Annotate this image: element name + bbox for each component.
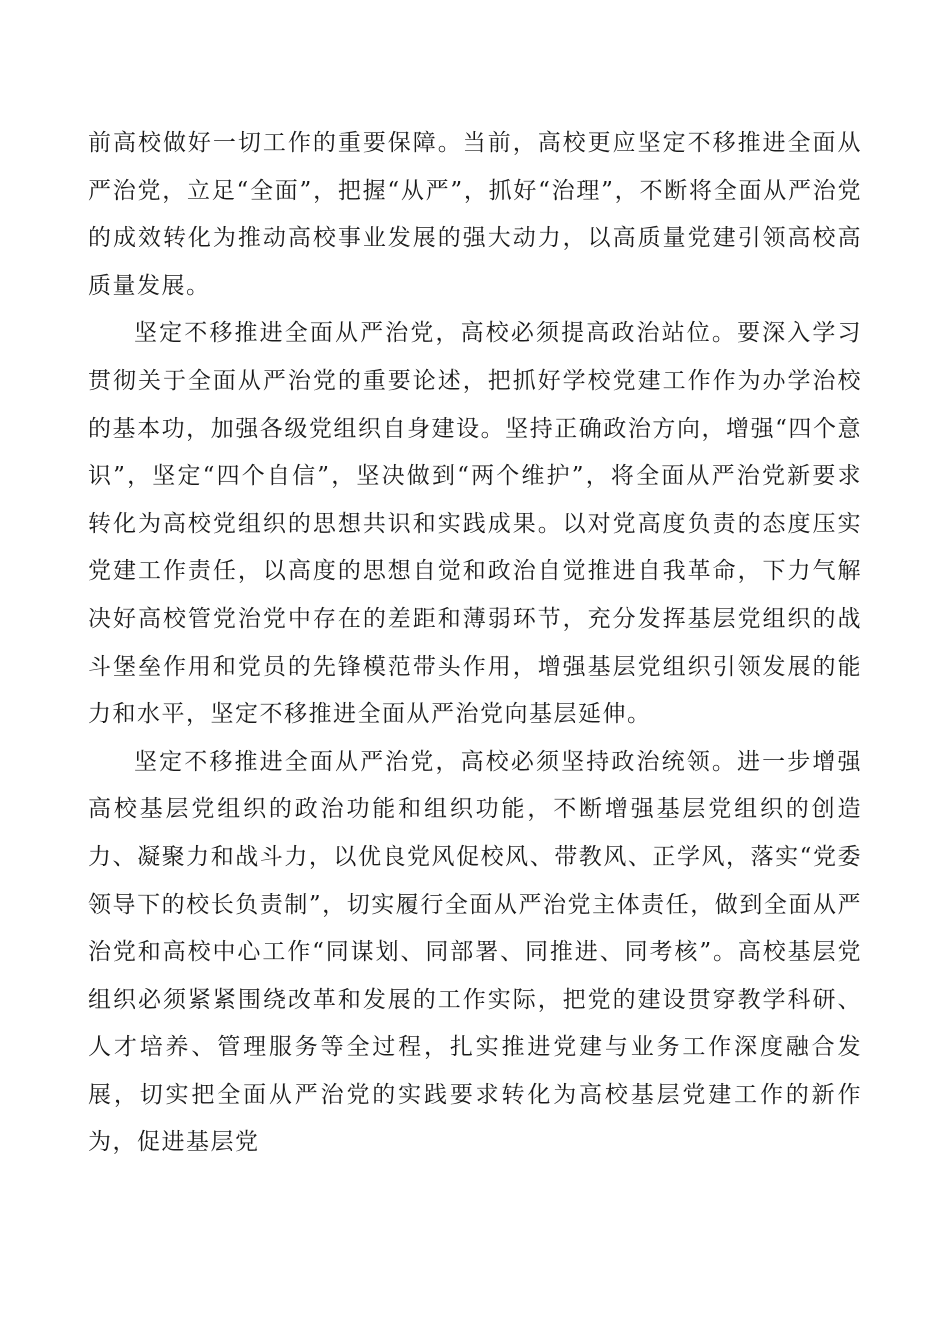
paragraph-political-stance: 坚定不移推进全面从严治党，高校必须提高政治站位。要深入学习贯彻关于全面从严治党的重要论述，把抓好学校党建工作作为办学治校的基本功，加强各级党组织自身建设。坚持正确政治方向，增强“四个意识”，坚定“四个自信”，坚决做到“两个维护”，将全面从严治党新要求转化为高校党组织的思想共识和实践成果。以对党高度负责的态度压实党建工作责任，以高度的思想自觉和政治自觉推进自我革命，下力气解决好高校管党治党中存在的差距和薄弱环节，充分发挥基层党组织的战斗堡垒作用和党员的先锋模范带头作用，增强基层党组织引领发展的能力和水平，坚定不移推进全面从严治党向基层延伸。 [88,320,862,728]
paragraph-political-leadership: 坚定不移推进全面从严治党，高校必须坚持政治统领。进一步增强高校基层党组织的政治功能和组织功能，不断增强基层党组织的创造力、凝聚力和战斗力，以优良党风促校风、带教风、正学风，落实“党委领导下的校长负责制”，切实履行全面从严治党主体责任，做到全面从严治党和高校中心工作“同谋划、同部署、同推进、同考核”。高校基层党组织必须紧紧围绕改革和发展的工作实际，把党的建设贯穿教学科研、人才培养、管理服务等全过程，扎实推进党建与业务工作深度融合发展，切实把全面从严治党的实践要求转化为高校基层党建工作的新作为，促进基层党 [88,748,862,1156]
paragraph-continuation: 前高校做好一切工作的重要保障。当前，高校更应坚定不移推进全面从严治党，立足“全面”，把握“从严”，抓好“治理”，不断将全面从严治党的成效转化为推动高校事业发展的强大动力，以高质量党建引领高校高质量发展。 [88,130,862,299]
document-body [88,120,862,1167]
